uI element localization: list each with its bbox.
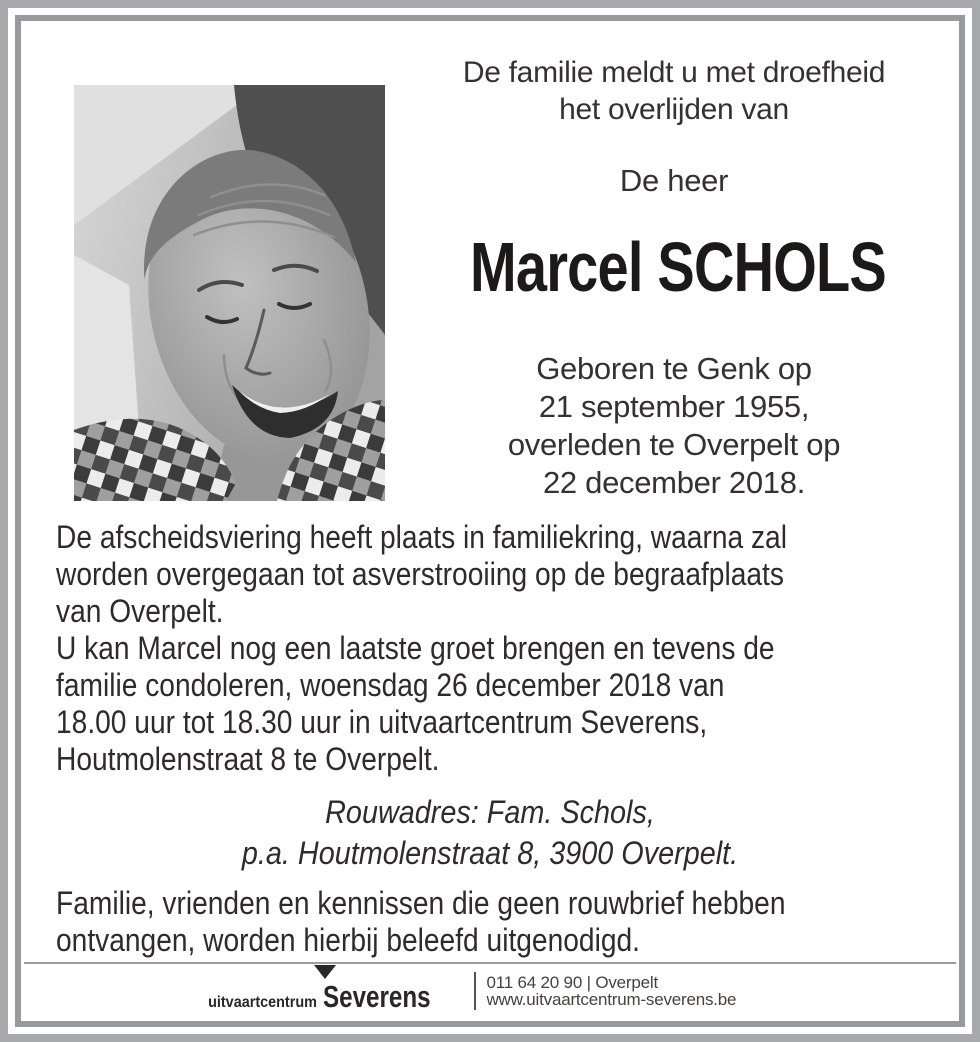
footer-divider — [24, 962, 956, 964]
brand-name: Severens — [322, 979, 431, 1014]
body-line: Familie, vrienden en kennissen die geen rouwbrief hebben — [56, 885, 786, 921]
body-line: worden overgegaan tot asverstrooiing op de begraafplaats — [56, 556, 784, 592]
body-line: 18.00 uur tot 18.30 uur in uitvaartcentrum Severens, — [56, 704, 708, 740]
body-line: U kan Marcel nog een laatste groet brengen en tevens de — [56, 630, 775, 666]
body-line: ontvangen, worden hierbij beleefd uitgenodigd. — [56, 922, 640, 958]
funeral-home-logo — [196, 967, 461, 1015]
ceremony-text — [56, 519, 936, 778]
deceased-name: Marcel SCHOLS — [470, 228, 886, 306]
brand-prefix: uitvaartcentrum — [207, 994, 317, 1011]
website: www.uitvaartcentrum-severens.be — [486, 990, 737, 1009]
severens-triangle-icon — [314, 965, 336, 979]
footer-separator — [474, 972, 476, 1010]
phone-location: 011 64 20 90 | Overpelt — [486, 972, 658, 992]
body-line: Houtmolenstraat 8 te Overpelt. — [56, 741, 440, 777]
intro-line: het overlijden van — [559, 93, 789, 126]
body-line: familie condoleren, woensdag 26 december 2018 van — [56, 667, 725, 703]
body-line: De afscheidsviering heeft plaats in familiekring, waarna zal — [56, 519, 787, 555]
life-line: Geboren te Genk op — [536, 351, 812, 386]
mourning-address-line: p.a. Houtmolenstraat 8, 3900 Overpelt. — [241, 835, 739, 871]
footer — [15, 967, 935, 1015]
intro-line: De familie meldt u met droefheid — [462, 56, 886, 89]
salutation: De heer — [619, 163, 729, 198]
birth-death-details — [419, 350, 929, 502]
mourning-address-line: Rouwadres: Fam. Schols, — [325, 794, 655, 830]
portrait-photo-illustration — [74, 85, 385, 501]
life-line: 22 december 2018. — [542, 465, 806, 500]
announcement-intro — [419, 54, 929, 128]
body-line: van Overpelt. — [56, 593, 224, 629]
invitation-text — [56, 885, 936, 959]
life-line: overleden te Overpelt op — [507, 427, 841, 462]
contact-info — [486, 974, 736, 1009]
mourning-address — [21, 792, 959, 874]
card-inner-frame — [15, 15, 965, 1027]
life-line: 21 september 1955, — [538, 389, 810, 424]
deceased-portrait-photo — [74, 85, 385, 501]
